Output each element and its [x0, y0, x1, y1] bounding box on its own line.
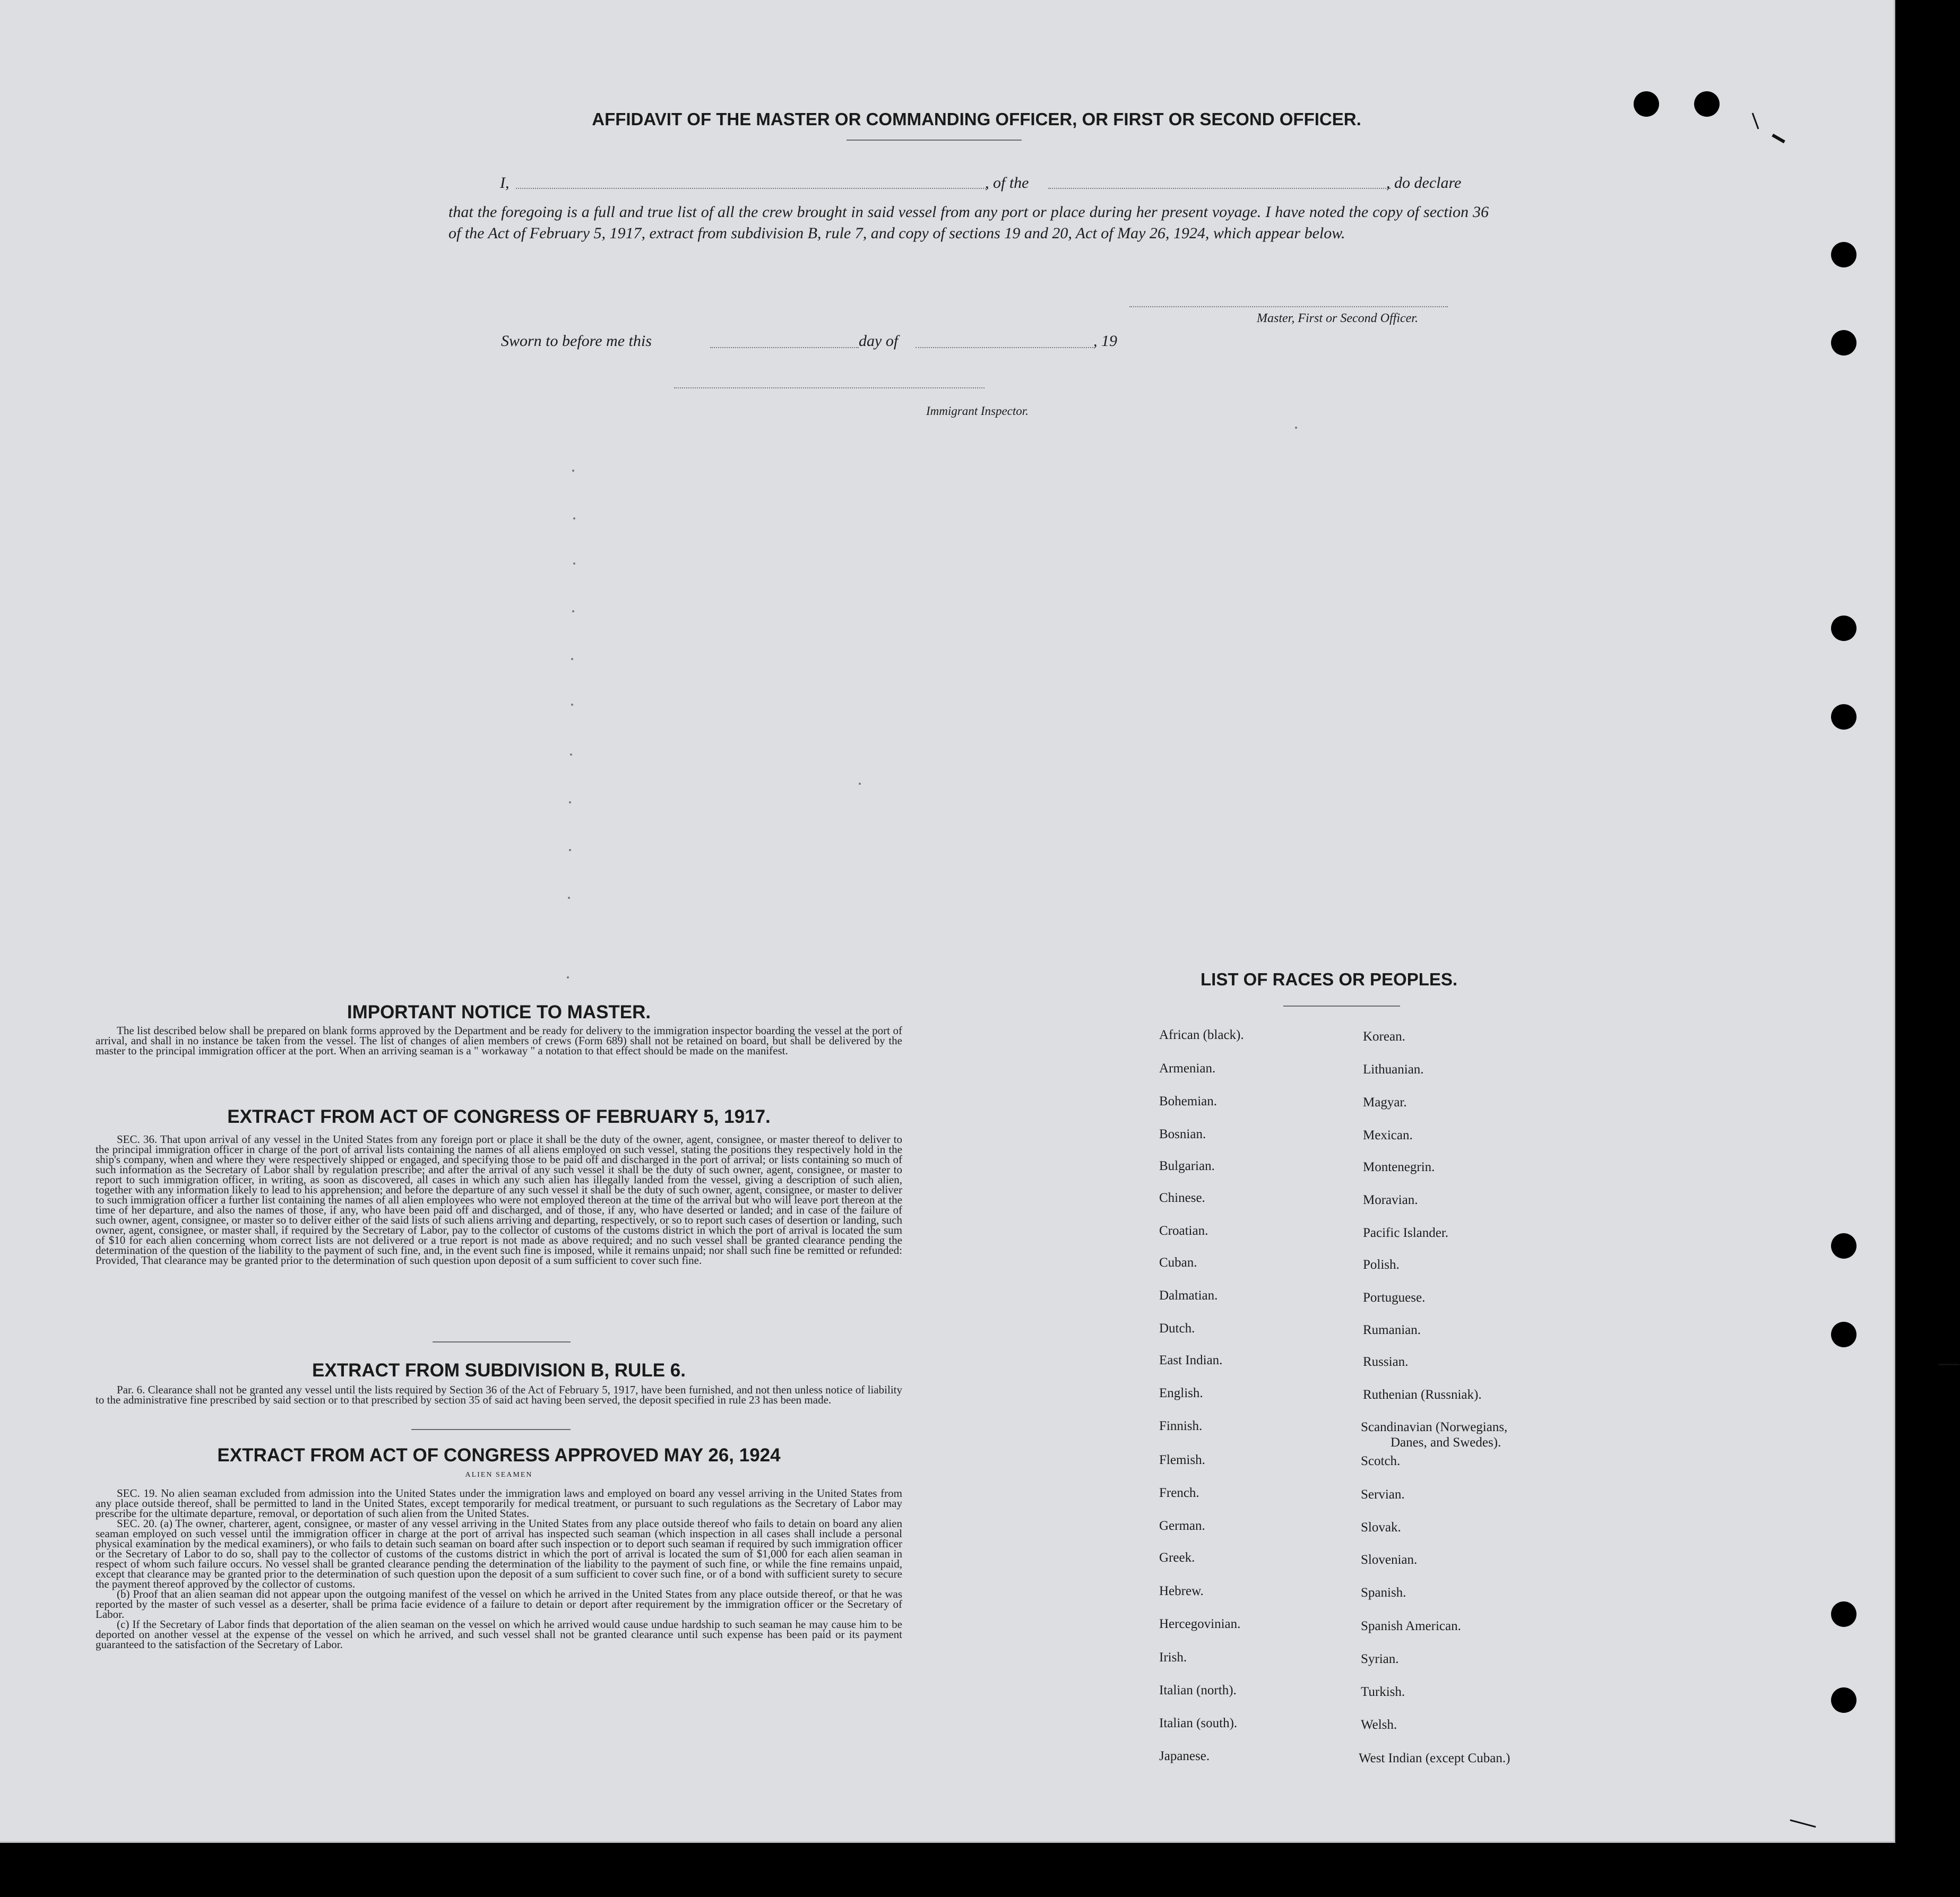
punch-hole [1694, 91, 1720, 117]
affidavit-of-the-label: , of the [985, 174, 1029, 192]
bleed-mark [569, 849, 571, 851]
bleed-mark [1295, 427, 1297, 429]
race-item: English. [1159, 1386, 1203, 1400]
race-item: Slovenian. [1361, 1553, 1418, 1567]
extract-rule-title: EXTRACT FROM SUBDIVISION B, RULE 6. [312, 1360, 686, 1381]
race-item: Spanish American. [1361, 1619, 1461, 1633]
race-item: Welsh. [1361, 1718, 1397, 1732]
race-item: African (black). [1159, 1028, 1244, 1042]
punch-hole [1831, 616, 1857, 641]
extract-1917-text [96, 1134, 902, 1266]
signature-line [1129, 306, 1448, 307]
year-label: , 19 [1093, 332, 1117, 350]
punch-hole [1831, 1601, 1857, 1627]
race-item: Italian (south). [1159, 1716, 1238, 1730]
day-of-label: day of [859, 332, 899, 350]
race-item: Dutch. [1159, 1321, 1195, 1336]
corner-mark [1772, 134, 1785, 143]
race-item: Polish. [1363, 1258, 1400, 1272]
race-item: Ruthenian (Russniak). [1363, 1388, 1482, 1402]
bleed-mark [568, 897, 570, 899]
extract-1924-title: EXTRACT FROM ACT OF CONGRESS APPROVED MAY 26, 1924 [217, 1445, 781, 1466]
sworn-day-blank [710, 347, 859, 348]
race-item: Chinese. [1159, 1191, 1205, 1205]
race-item: Montenegrin. [1363, 1160, 1435, 1174]
race-item: Turkish. [1361, 1685, 1405, 1699]
race-item: West Indian (except Cuban.) [1359, 1751, 1510, 1765]
sec20b-paragraph: (b) Proof that an alien seaman did not appear upon the outgoing manifest of the vessel on which he arrived in the United States from any place outside thereof, or that he was reported by the master of such vessel as a deserter, shall be prima facie evidence of a failure to detain or deport after requirement by the immigration officer or the Secretary of Labor. [96, 1588, 902, 1621]
affidavit-declare-label: , do declare [1386, 174, 1462, 192]
extract-1917-title: EXTRACT FROM ACT OF CONGRESS OF FEBRUARY 5, 1917. [227, 1106, 771, 1127]
race-item: Russian. [1363, 1355, 1409, 1369]
title-underline [847, 140, 1022, 141]
race-item: Pacific Islander. [1363, 1226, 1449, 1240]
notice-paragraph: The list described below shall be prepared on blank forms approved by the Department and be ready for delivery to the immigration inspector boarding the vessel at the port of arrival, and shall in no instance be taken from the vessel. The list of changes of alien members of crews (Form 689) shall not be retained on board, but shall be delivered by the master to the principal immigration officer at the port. When an arriving seaman is a " workaway " a notation to that effect should be made on the manifest. [96, 1024, 902, 1057]
bleed-mark [567, 976, 569, 978]
race-item: Slovak. [1361, 1520, 1401, 1535]
race-item: Danes, and Swedes). [1391, 1435, 1501, 1450]
vessel-blank [1048, 188, 1391, 189]
notice-text [96, 1026, 902, 1056]
bleed-mark [573, 562, 575, 565]
corner-mark [1752, 112, 1759, 129]
bleed-mark [569, 801, 571, 803]
sec36-paragraph: SEC. 36. That upon arrival of any vessel in the United States from any foreign port or place it shall be the duty of the owner, agent, consignee, or master thereof to deliver to the principal immigration officer in charge of the port of arrival lists containing the names of all aliens employed on such vessel, stating the positions they respectively hold in the ship's company, when and where they were respectively shipped or engaged, and specifying those to be paid off and discharged in the port of arrival; or lists containing so much of such information as the Secretary of Labor shall by regulation prescribe; and after the arrival of any such vessel it shall be the duty of such owner, agent, consignee, or master to report to such immigration officer, in writing, as soon as discovered, all cases in which any such alien has illegally landed from the vessel, giving a description of such alien, together with any information likely to lead to his apprehension; and before the departure of any such vessel it shall be the duty of such owner, agent, consignee, or master to deliver to such immigration officer a further list containing the names of all alien employees who were not employed thereon at the time of the arrival but who will leave port thereon at the time of her departure, and also the names of those, if any, who have been paid off and discharged, and of those, if any, who have deserted or landed; and in case of the failure of such owner, agent, consignee, or master so to deliver either of the said lists of such aliens arriving and departing, respectively, or so to report such cases of desertion or landing, such owner, agent, consignee, or master shall, if required by the Secretary of Labor, pay to the collector of customs of the customs district in which the port of arrival is located the sum of $10 for each alien concerning whom correct lists are not delivered or a true report is not made as above required; and no such vessel shall be granted clearance pending the determination of the question of the liability to the payment of such fine, and, in the event such fine is imposed, while it remains unpaid; nor shall such fine be remitted or refunded: Provided, That clearance may be granted prior to the determination of such question upon deposit of a sum sufficient to cover such fine. [96, 1133, 902, 1267]
race-item: Hercegovinian. [1159, 1617, 1241, 1631]
race-item: Cuban. [1159, 1255, 1197, 1270]
race-item: Mexican. [1363, 1128, 1413, 1142]
bleed-mark [570, 753, 572, 756]
bleed-mark [572, 610, 574, 612]
race-item: Finnish. [1159, 1419, 1203, 1433]
affidavit-title: AFFIDAVIT OF THE MASTER OR COMMANDING OFFICER, OR FIRST OR SECOND OFFICER. [592, 109, 1361, 129]
sec19-paragraph: SEC. 19. No alien seaman excluded from admission into the United States under the immigration laws and employed on board any vessel arriving in the United States from any place outside thereof, shall be permitted to land in the United States, except temporarily for medical treatment, or pursuant to such regulations as the Secretary of Labor may prescribe for the ultimate departure, removal, or deportation of such alien from the United States. [96, 1487, 902, 1520]
race-item: Moravian. [1363, 1193, 1418, 1207]
section-divider [433, 1341, 571, 1342]
race-item: Syrian. [1361, 1652, 1399, 1666]
sec20a-paragraph: SEC. 20. (a) The owner, charterer, agent, consignee, or master of any vessel arriving in the United States from any place outside thereof who fails to detain on board any alien seaman employed on such vessel until the immigration officer in charge at the port of arrival has inspected such seaman (which inspection in all cases shall include a personal physical examination by the medical examiners), or who fails to detain such seaman on board after such inspection or to deport such seaman if required by such immigration officer or the Secretary of Labor to do so, shall pay to the collector of customs of the customs district in which the port of arrival is located the sum of $1,000 for each alien seaman in respect of whom such failure occurs. No vessel shall be granted clearance pending the determination of the liability to the payment of such fine, or while the fine remains unpaid, except that clearance may be granted prior to the determination of such question upon the deposit of a sum sufficient to cover such fine, or of a bond with sufficient surety to secure the payment thereof approved by the collector of customs. [96, 1517, 902, 1590]
punch-hole [1831, 242, 1857, 267]
race-item: Korean. [1363, 1029, 1405, 1044]
punch-hole [1634, 91, 1659, 117]
race-item: Bulgarian. [1159, 1159, 1215, 1173]
race-item: Servian. [1361, 1487, 1405, 1502]
par6-paragraph: Par. 6. Clearance shall not be granted any vessel until the lists required by Section 36 of the Act of February 5, 1917, have been furnished, and not then unless notice of liability to the administrative fine prescribed by said section or to that prescribed by section 35 of said act having been served, the deposit specified in rule 23 has been made. [96, 1383, 902, 1406]
race-item: French. [1159, 1486, 1199, 1500]
race-item: Bohemian. [1159, 1094, 1218, 1108]
race-item: East Indian. [1159, 1353, 1223, 1367]
race-item: Scandinavian (Norwegians, [1361, 1420, 1508, 1434]
signature-caption: Master, First or Second Officer. [1257, 311, 1418, 325]
punch-hole [1831, 330, 1857, 356]
race-item: Lithuanian. [1363, 1062, 1424, 1077]
bleed-mark [573, 517, 575, 519]
affidavit-body: that the foregoing is a full and true list of all the crew brought in said vessel from any port or place during her present voyage. I have noted the copy of section 36 of the Act of February 5, 1917, extract from subdivision B, rule 7, and copy of sections 19 and 20, Act of May 26, 1924, which appear below. [448, 203, 1489, 242]
inspector-line [674, 387, 985, 388]
sworn-label: Sworn to before me this [501, 332, 652, 350]
punch-hole [1831, 1687, 1857, 1713]
alien-seamen-subtitle: ALIEN SEAMEN [465, 1471, 533, 1479]
race-item: Greek. [1159, 1550, 1195, 1565]
race-item: Magyar. [1363, 1095, 1407, 1110]
inspector-caption: Immigrant Inspector. [926, 404, 1029, 418]
name-blank [516, 188, 988, 189]
bleed-mark [572, 470, 574, 472]
race-item: Italian (north). [1159, 1683, 1237, 1697]
race-item: Hebrew. [1159, 1584, 1204, 1598]
race-item: Japanese. [1159, 1749, 1210, 1763]
section-divider [411, 1429, 571, 1430]
race-item: Portuguese. [1363, 1290, 1426, 1305]
notice-title: IMPORTANT NOTICE TO MASTER. [347, 1002, 651, 1023]
bleed-mark [859, 783, 861, 785]
extract-rule-text [96, 1385, 902, 1405]
race-item: Rumanian. [1363, 1323, 1421, 1337]
extract-1924-text [96, 1488, 902, 1650]
race-item: Bosnian. [1159, 1127, 1206, 1141]
race-item: Spanish. [1361, 1586, 1406, 1600]
race-item: Irish. [1159, 1650, 1187, 1665]
bleed-mark [571, 658, 573, 660]
edge-mark [1938, 1364, 1959, 1365]
punch-hole [1831, 1233, 1857, 1259]
race-item: German. [1159, 1519, 1205, 1533]
race-item: Dalmatian. [1159, 1288, 1218, 1303]
races-title-underline [1283, 1006, 1400, 1007]
punch-hole [1831, 1322, 1857, 1347]
race-item: Scotch. [1361, 1454, 1401, 1468]
sec20c-paragraph: (c) If the Secretary of Labor finds that deportation of the alien seaman on the vessel on which he arrived would cause undue hardship to such seaman he may cause him to be deported on another vessel at the expense of the vessel on which he arrived, and such vessel shall not be granted clearance until such expense has been paid or its payment guaranteed to the satisfaction of the Secretary of Labor. [96, 1618, 902, 1651]
race-item: Croatian. [1159, 1224, 1208, 1238]
punch-hole [1831, 704, 1857, 730]
races-title: LIST OF RACES OR PEOPLES. [1201, 969, 1458, 989]
bleed-mark [571, 704, 573, 706]
sworn-month-blank [916, 347, 1093, 348]
race-item: Flemish. [1159, 1453, 1205, 1467]
race-item: Armenian. [1159, 1061, 1216, 1076]
affidavit-i-label: I, [500, 174, 510, 192]
